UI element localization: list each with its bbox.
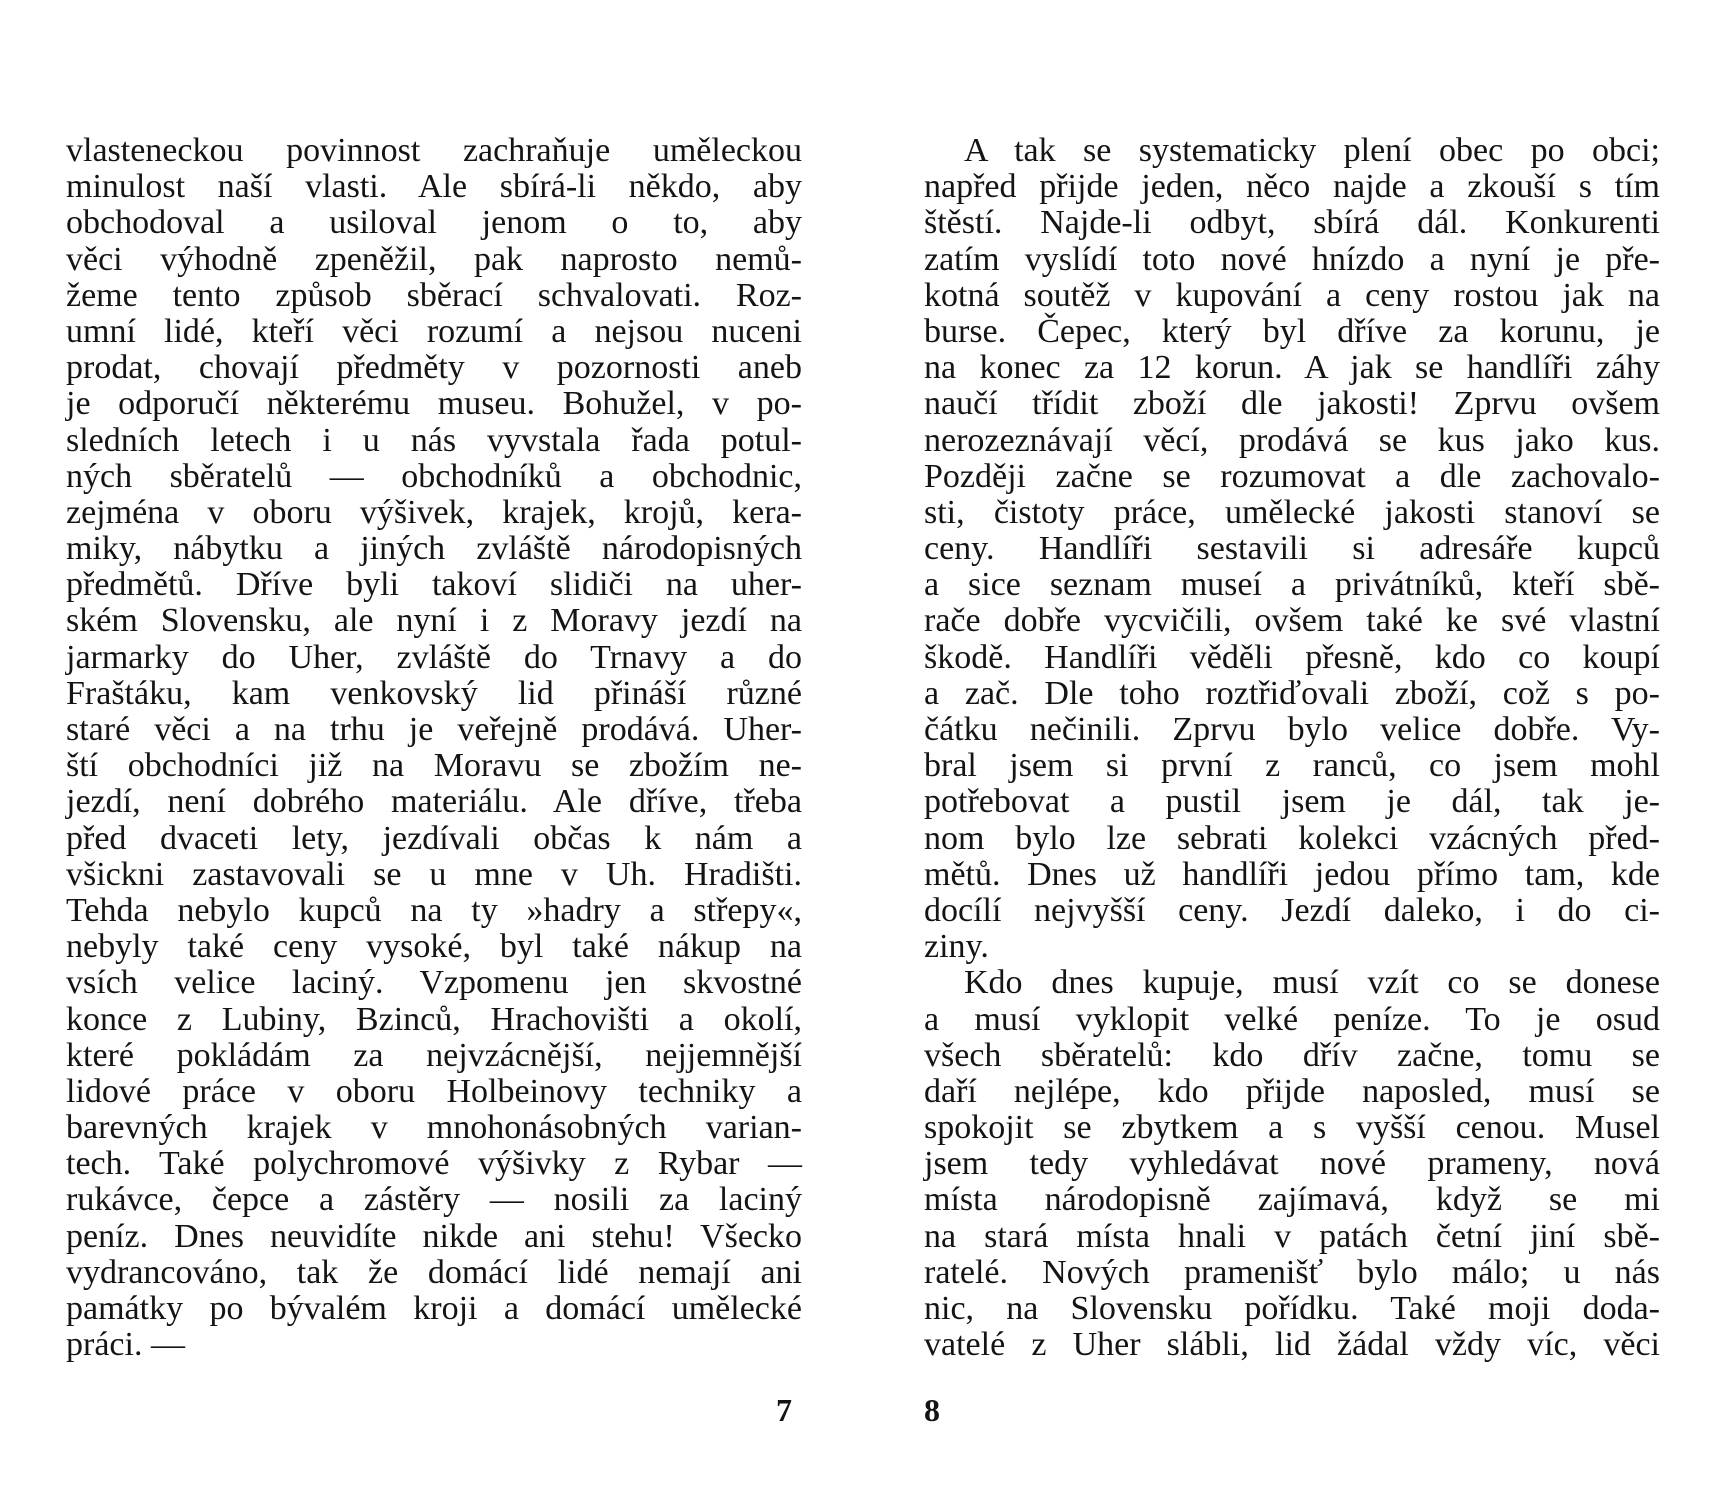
text-line: bral jsem si první z ranců, co jsem mohl <box>924 747 1660 785</box>
text-line: vsích velice laciný. Vzpomenu jen skvostné <box>66 964 802 1002</box>
text-line: nerozeznávají věcí, prodává se kus jako kus. <box>924 421 1660 459</box>
text-line: daří nejlépe, kdo přijde naposled, musí se <box>924 1072 1660 1110</box>
text-line: spokojit se zbytkem a s vyšší cenou. Musel <box>924 1109 1660 1147</box>
text-line: Tehda nebylo kupců na ty »hadry a střepy«, <box>66 891 802 929</box>
page-number-left: 7 <box>776 1392 792 1428</box>
text-line: ratelé. Nových pramenišť bylo málo; u nás <box>924 1253 1660 1291</box>
text-line: na stará místa hnali v patách četní jiní sbě- <box>924 1217 1660 1255</box>
text-line: mětů. Dnes už handlíři jedou přímo tam, kde <box>924 855 1660 893</box>
text-line: vydrancováno, tak že domácí lidé nemají ani <box>66 1253 802 1291</box>
text-line: Fraštáku, kam venkovský lid přináší různé <box>66 674 802 712</box>
text-line: a musí vyklopit velké peníze. To je osud <box>924 1000 1660 1038</box>
text-line: vlasteneckou povinnost zachraňuje uměleckou <box>66 132 802 169</box>
text-line: rukávce, čepce a zástěry — nosili za laciný <box>66 1181 802 1219</box>
text-line: a zač. Dle toho roztřiďovali zboží, což s po- <box>924 674 1660 712</box>
text-line: ceny. Handlíři sestavili si adresáře kupců <box>924 530 1660 568</box>
right-page-text <box>924 133 1660 1363</box>
text-line: jsem tedy vyhledávat nové prameny, nová <box>924 1145 1660 1183</box>
text-line: ském Slovensku, ale nyní i z Moravy jezdí na <box>66 602 802 640</box>
text-line: nom bylo lze sebrati kolekci vzácných před- <box>924 819 1660 857</box>
text-line: zejména v oboru výšivek, krajek, krojů, kera- <box>66 493 802 531</box>
text-line: ných sběratelů — obchodníků a obchodnic, <box>66 457 802 495</box>
text-line: věci výhodně zpeněžil, pak naprosto nemů- <box>66 240 802 278</box>
text-line: konce z Lubiny, Bzinců, Hrachovišti a okolí, <box>66 1000 802 1038</box>
text-line: před dvaceti lety, jezdívali občas k nám a <box>66 819 802 857</box>
text-line: předmětů. Dříve byli takoví slidiči na uher- <box>66 566 802 604</box>
text-line: ziny. <box>924 928 989 966</box>
text-line: peníz. Dnes neuvidíte nikde ani stehu! Všecko <box>66 1217 802 1255</box>
text-line: nebyly také ceny vysoké, byl také nákup na <box>66 928 802 966</box>
text-line: umní lidé, kteří věci rozumí a nejsou nuceni <box>66 312 802 350</box>
text-line: potřebovat a pustil jsem je dál, tak je- <box>924 783 1660 821</box>
text-line: místa národopisně zajímavá, když se mi <box>924 1181 1660 1219</box>
text-line: žeme tento způsob sběrací schvalovati. Roz- <box>66 276 802 314</box>
text-line: sti, čistoty práce, umělecké jakosti stanoví se <box>924 493 1660 531</box>
text-line: sledních letech i u nás vyvstala řada potul- <box>66 421 802 459</box>
text-line: vatelé z Uher slábli, lid žádal vždy víc, věci <box>924 1326 1660 1364</box>
text-line: obchodoval a usiloval jenom o to, aby <box>66 204 802 242</box>
left-page-text <box>66 133 802 1363</box>
text-line: miky, nábytku a jiných zvláště národopisných <box>66 530 802 568</box>
text-line: čátku nečinili. Zprvu bylo velice dobře. Vy- <box>924 711 1660 748</box>
text-line: barevných krajek v mnohonásobných varian- <box>66 1109 802 1147</box>
text-line: docílí nejvyšší ceny. Jezdí daleko, i do ci- <box>924 891 1660 929</box>
page-number-right: 8 <box>924 1392 940 1428</box>
text-line: staré věci a na trhu je veřejně prodává. Uher- <box>66 711 802 748</box>
text-line: naučí třídit zboží dle jakosti! Zprvu ovšem <box>924 385 1660 423</box>
text-line: památky po bývalém kroji a domácí umělecké <box>66 1290 802 1327</box>
text-line: rače dobře vycvičili, ovšem také ke své vlastní <box>924 602 1660 640</box>
text-line: škodě. Handlíři věděli přesně, kdo co koupí <box>924 638 1660 676</box>
text-line: štěstí. Najde-li odbyt, sbírá dál. Konkurenti <box>924 204 1660 242</box>
text-line: nic, na Slovensku pořídku. Také moji doda- <box>924 1290 1660 1327</box>
text-line: jarmarky do Uher, zvláště do Trnavy a do <box>66 638 802 676</box>
text-line: lidové práce v oboru Holbeinovy techniky a <box>66 1072 802 1110</box>
text-line: kotná soutěž v kupování a ceny rostou jak na <box>924 276 1660 314</box>
text-line: jezdí, není dobrého materiálu. Ale dříve, třeba <box>66 783 802 821</box>
text-line: tech. Také polychromové výšivky z Rybar — <box>66 1145 802 1183</box>
text-line: na konec za 12 korun. A jak se handlíři záhy <box>924 349 1660 387</box>
right-page <box>858 0 1716 1500</box>
text-line: a sice seznam museí a privátníků, kteří sbě- <box>924 566 1660 604</box>
text-line: které pokládám za nejvzácnější, nejjemnější <box>66 1036 802 1074</box>
text-line: Později začne se rozumovat a dle zachovalo- <box>924 457 1660 495</box>
text-line: A tak se systematicky plení obec po obci; <box>964 132 1660 169</box>
text-line: práci. — <box>66 1326 185 1364</box>
text-line: všickni zastavovali se u mne v Uh. Hradišti. <box>66 855 802 893</box>
text-line: prodat, chovají předměty v pozornosti aneb <box>66 349 802 387</box>
text-line: ští obchodníci již na Moravu se zbožím ne- <box>66 747 802 785</box>
text-line: napřed přijde jeden, něco najde a zkouší s tím <box>924 168 1660 206</box>
text-line: je odporučí některému museu. Bohužel, v po- <box>66 385 802 423</box>
text-line: zatím vyslídí toto nové hnízdo a nyní je pře- <box>924 240 1660 278</box>
text-line: burse. Čepec, který byl dříve za korunu, je <box>924 312 1660 350</box>
text-line: Kdo dnes kupuje, musí vzít co se donese <box>964 964 1660 1002</box>
text-line: minulost naší vlasti. Ale sbírá-li někdo, aby <box>66 168 802 206</box>
text-line: všech sběratelů: kdo dřív začne, tomu se <box>924 1036 1660 1074</box>
